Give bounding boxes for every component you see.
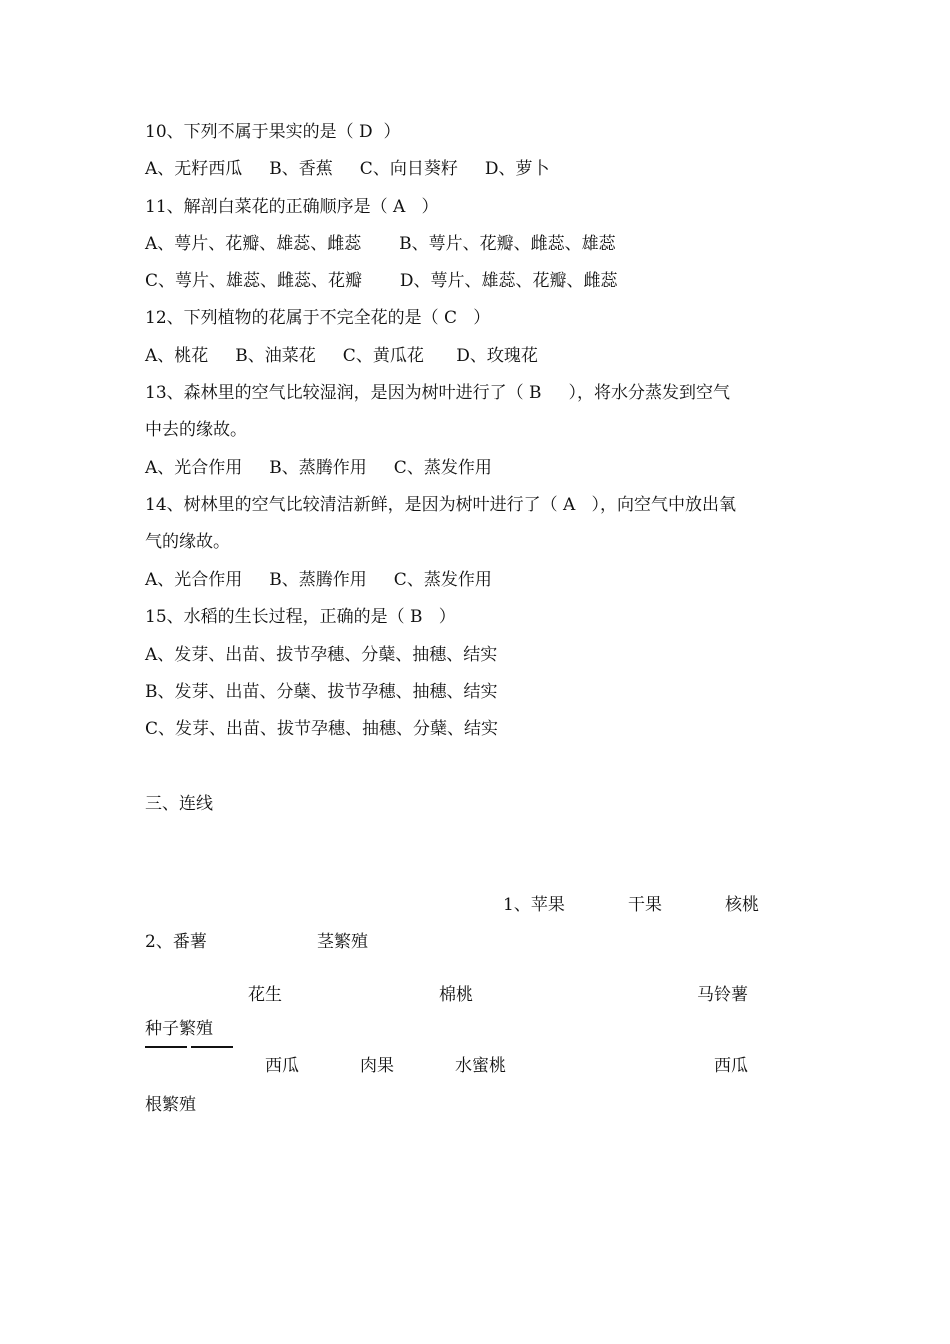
underline-mark <box>145 1046 233 1048</box>
word-cotton-boll: 棉桃 <box>439 985 473 1005</box>
question-15-option-c: C、发芽、出苗、拔节孕穗、抽穗、分蘖、结实 <box>145 719 499 739</box>
question-15-option-a: A、发芽、出苗、拔节孕穗、分蘖、抽穗、结实 <box>145 645 498 665</box>
word-root-propagation: 根繁殖 <box>145 1095 196 1115</box>
question-13-options: A、光合作用 B、蒸腾作用 C、蒸发作用 <box>145 458 492 478</box>
question-14-stem-line1: 14、树林里的空气比较清洁新鲜，是因为树叶进行了（ A ），向空气中放出氧 <box>145 495 737 515</box>
question-10-stem: 10、下列不属于果实的是（ D ） <box>145 122 401 142</box>
word-stem-propagation: 茎繁殖 <box>317 932 368 952</box>
question-12-stem: 12、下列植物的花属于不完全花的是（ C ） <box>145 308 491 328</box>
word-seed-propagation: 种子繁殖 <box>145 1019 213 1039</box>
question-13-stem-line2: 中去的缘故。 <box>145 420 247 440</box>
question-10-options: A、无籽西瓜 B、香蕉 C、向日葵籽 D、萝卜 <box>145 159 550 179</box>
section-heading: 三、连线 <box>145 794 213 814</box>
question-12-options: A、桃花 B、油菜花 C、黄瓜花 D、玫瑰花 <box>145 346 538 366</box>
question-14-options: A、光合作用 B、蒸腾作用 C、蒸发作用 <box>145 570 492 590</box>
word-potato: 马铃薯 <box>697 985 748 1005</box>
question-14-stem-line2: 气的缘故。 <box>145 532 230 552</box>
word-watermelon-right: 西瓜 <box>714 1056 748 1076</box>
word-peanut: 花生 <box>248 985 282 1005</box>
word-fleshy-fruit: 肉果 <box>360 1056 394 1076</box>
word-sweet-potato: 2、番薯 <box>145 932 207 952</box>
question-15-stem: 15、水稻的生长过程，正确的是（ B ） <box>145 607 456 627</box>
word-dry-fruit: 干果 <box>628 895 662 915</box>
word-apple: 1、苹果 <box>503 895 565 915</box>
question-13-stem-line1: 13、森林里的空气比较湿润，是因为树叶进行了（ B ），将水分蒸发到空气 <box>145 383 731 403</box>
word-peach: 水蜜桃 <box>455 1056 506 1076</box>
question-11-stem: 11、解剖白菜花的正确顺序是（ A ） <box>145 197 439 217</box>
word-walnut: 核桃 <box>725 895 759 915</box>
question-11-options-ab: A、萼片、花瓣、雄蕊、雌蕊 B、萼片、花瓣、雌蕊、雄蕊 <box>145 234 616 254</box>
question-15-option-b: B、发芽、出苗、分蘖、拔节孕穗、抽穗、结实 <box>145 682 498 702</box>
question-11-options-cd: C、萼片、雄蕊、雌蕊、花瓣 D、萼片、雄蕊、花瓣、雌蕊 <box>145 271 618 291</box>
word-watermelon: 西瓜 <box>265 1056 299 1076</box>
